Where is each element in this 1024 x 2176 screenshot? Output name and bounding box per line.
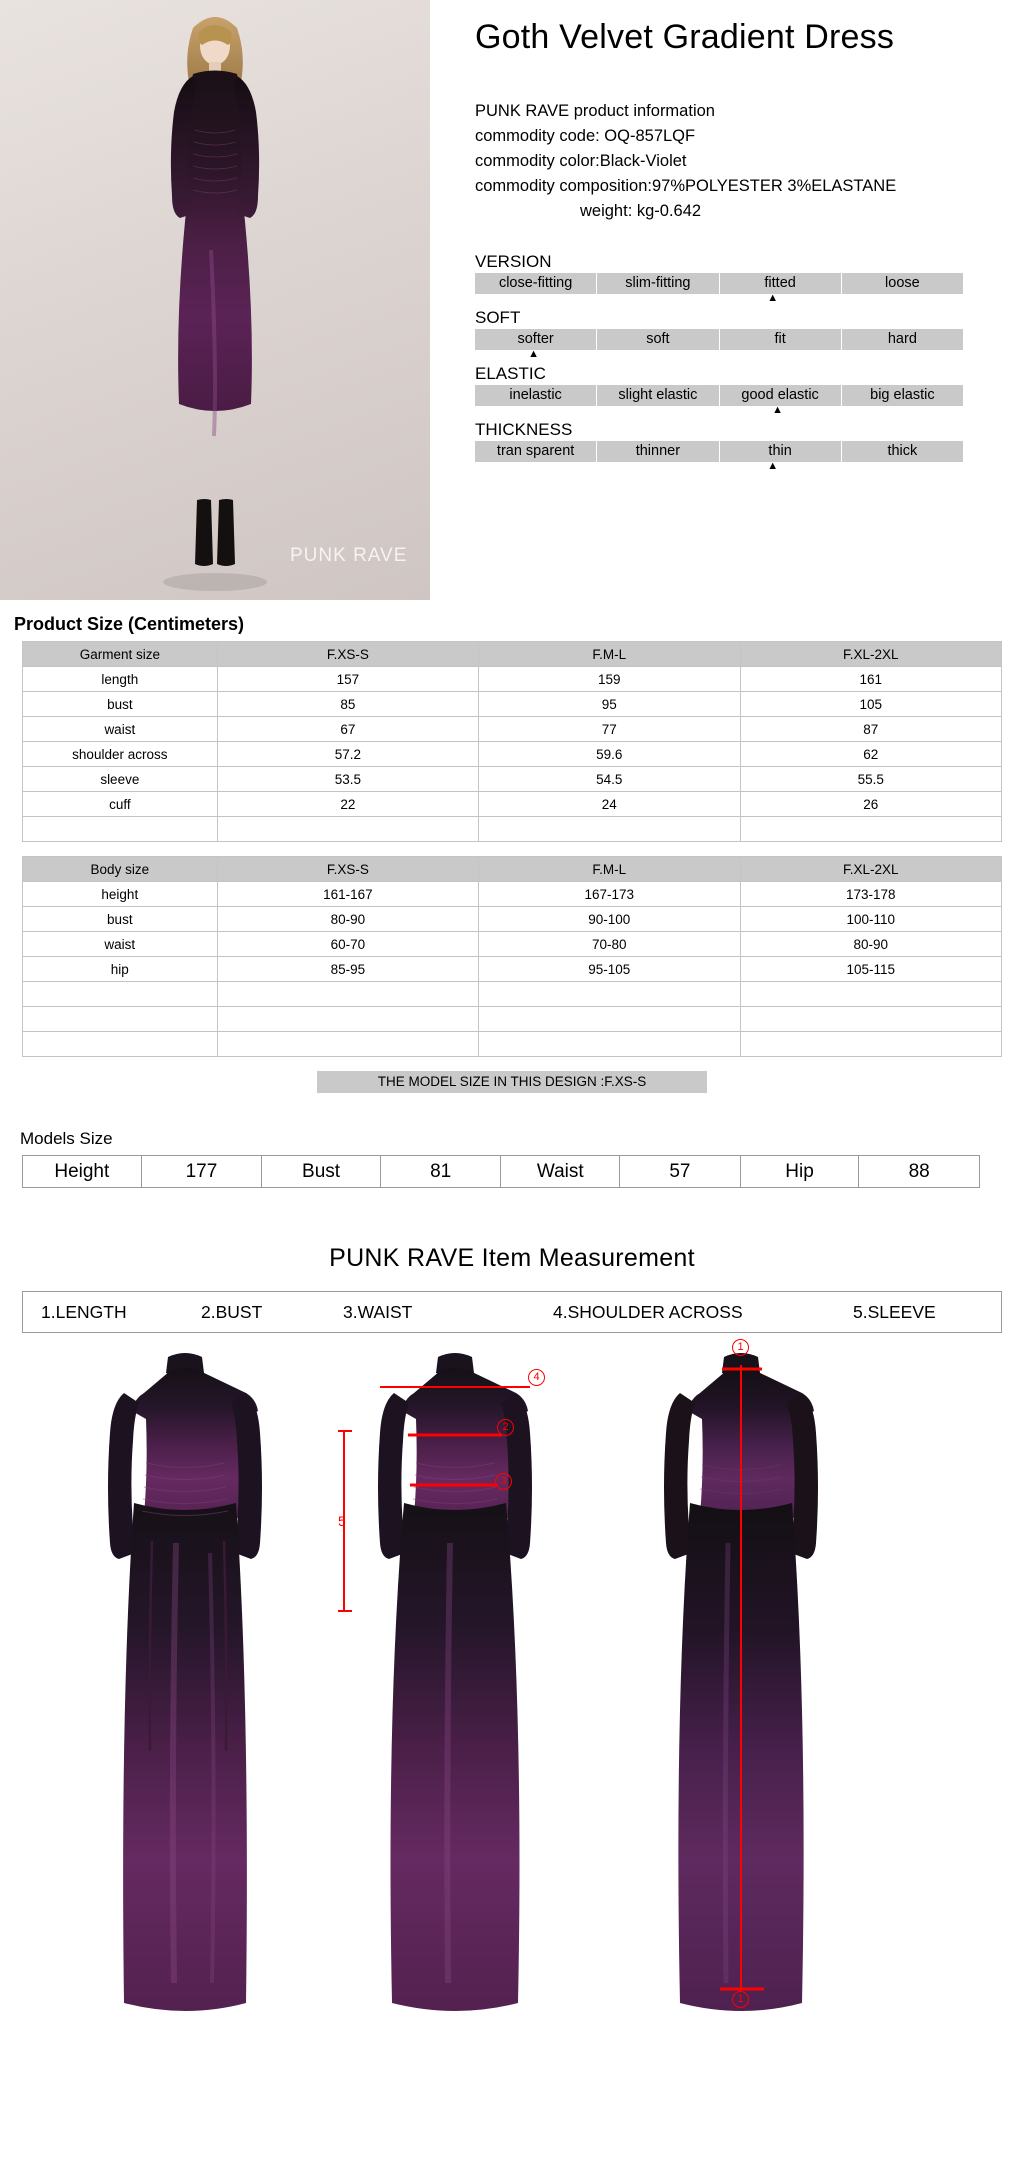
commodity-composition: commodity composition:97%POLYESTER 3%ELASTANE: [475, 177, 897, 195]
annotation-4: 4: [528, 1369, 545, 1386]
garment-r3-c1: 57.2: [217, 742, 478, 767]
attribute-scales: [475, 252, 965, 473]
body-r4-c3: [740, 982, 1001, 1007]
rating-option-version-0[interactable]: close-fitting: [475, 273, 597, 294]
table-row: [23, 882, 1002, 907]
body-r3-c3: 105-115: [740, 957, 1001, 982]
measurement-figure-back: [620, 1343, 880, 2038]
table-row: [23, 932, 1002, 957]
table-row: [23, 817, 1002, 842]
garment-r3-c3: 62: [740, 742, 1001, 767]
table-row: [23, 957, 1002, 982]
garment-header-2: F.M-L: [479, 642, 740, 667]
table-header-row: [23, 642, 1002, 667]
garment-r1-c0: bust: [23, 692, 218, 717]
body-r5-c3: [740, 1007, 1001, 1032]
garment-r6-c2: [479, 817, 740, 842]
table-row: [23, 907, 1002, 932]
garment-r1-c2: 95: [479, 692, 740, 717]
body-r5-c2: [479, 1007, 740, 1032]
rating-label-version: VERSION: [475, 252, 552, 271]
garment-header-0: Garment size: [23, 642, 218, 667]
annotation-1-top: 1: [732, 1339, 749, 1356]
legend-item-bust: 2.BUST: [201, 1302, 263, 1322]
table-row: [23, 792, 1002, 817]
measurement-figure-annotated: [330, 1343, 590, 2038]
body-header-3: F.XL-2XL: [740, 857, 1001, 882]
body-header-1: F.XS-S: [217, 857, 478, 882]
rating-option-elastic-0[interactable]: inelastic: [475, 385, 597, 406]
measurement-legend-inner: [23, 1292, 1001, 1332]
body-r1-c0: bust: [23, 907, 218, 932]
rating-option-thickness-1[interactable]: thinner: [597, 441, 719, 462]
body-r2-c1: 60-70: [217, 932, 478, 957]
commodity-weight: weight: kg-0.642: [580, 202, 702, 220]
body-r5-c0: [23, 1007, 218, 1032]
legend-item-shoulder-across: 4.SHOULDER ACROSS: [553, 1302, 743, 1322]
rating-marker-row-thickness: [475, 462, 963, 473]
rating-marker-soft: ▲: [528, 348, 539, 360]
rating-option-version-2[interactable]: fitted: [720, 273, 842, 294]
body-r0-c3: 173-178: [740, 882, 1001, 907]
body-r6-c3: [740, 1032, 1001, 1057]
body-r3-c2: 95-105: [479, 957, 740, 982]
measurement-figure-front: [60, 1343, 310, 2038]
garment-r1-c3: 105: [740, 692, 1001, 717]
dress-annotated-illustration: [330, 1343, 590, 2033]
body-size-table: [22, 856, 1002, 1057]
garment-r2-c2: 77: [479, 717, 740, 742]
rating-row-thickness: [475, 441, 963, 462]
model-photo: [0, 0, 430, 600]
table-row: [23, 1156, 980, 1188]
body-r6-c1: [217, 1032, 478, 1057]
garment-r2-c1: 67: [217, 717, 478, 742]
body-r6-c2: [479, 1032, 740, 1057]
rating-option-thickness-2[interactable]: thin: [720, 441, 842, 462]
table-row: [23, 692, 1002, 717]
body-r1-c3: 100-110: [740, 907, 1001, 932]
rating-label-soft: SOFT: [475, 308, 521, 327]
rating-option-soft-2[interactable]: fit: [720, 329, 842, 350]
product-size-heading: Product Size (Centimeters): [14, 614, 245, 634]
models-label-height: Height: [23, 1156, 142, 1188]
garment-r2-c3: 87: [740, 717, 1001, 742]
brand-line: PUNK RAVE product information: [475, 102, 715, 120]
body-header-2: F.M-L: [479, 857, 740, 882]
measurement-legend: [22, 1291, 1002, 1333]
rating-group-version: [475, 252, 965, 305]
rating-marker-thickness: ▲: [767, 460, 779, 472]
rating-marker-version: ▲: [767, 292, 779, 304]
models-value-hip: 88: [859, 1156, 980, 1188]
garment-r3-c0: shoulder across: [23, 742, 218, 767]
models-value-waist: 57: [620, 1156, 741, 1188]
rating-marker-elastic: ▲: [772, 404, 783, 416]
model-size-note: THE MODEL SIZE IN THIS DESIGN :F.XS-S: [317, 1071, 707, 1093]
body-r1-c1: 80-90: [217, 907, 478, 932]
body-r2-c3: 80-90: [740, 932, 1001, 957]
body-r5-c1: [217, 1007, 478, 1032]
models-value-bust: 81: [380, 1156, 501, 1188]
garment-r0-c3: 161: [740, 667, 1001, 692]
body-r3-c1: 85-95: [217, 957, 478, 982]
measurement-figures: [0, 1343, 1024, 2043]
garment-r0-c1: 157: [217, 667, 478, 692]
table-header-row: [23, 857, 1002, 882]
rating-option-elastic-2[interactable]: good elastic: [720, 385, 842, 406]
garment-header-3: F.XL-2XL: [740, 642, 1001, 667]
table-row: [23, 767, 1002, 792]
page-title: Goth Velvet Gradient Dress: [475, 18, 895, 56]
garment-r4-c0: sleeve: [23, 767, 218, 792]
body-r1-c2: 90-100: [479, 907, 740, 932]
rating-row-soft: [475, 329, 963, 350]
garment-r2-c0: waist: [23, 717, 218, 742]
rating-option-version-3[interactable]: loose: [842, 273, 963, 294]
garment-r4-c3: 55.5: [740, 767, 1001, 792]
garment-r5-c0: cuff: [23, 792, 218, 817]
annotation-5: 5: [338, 1513, 346, 1529]
garment-r0-c2: 159: [479, 667, 740, 692]
rating-option-version-1[interactable]: slim-fitting: [597, 273, 719, 294]
table-row: [23, 667, 1002, 692]
body-r4-c1: [217, 982, 478, 1007]
rating-label-elastic: ELASTIC: [475, 364, 546, 383]
models-size-table: [22, 1155, 980, 1188]
garment-header-1: F.XS-S: [217, 642, 478, 667]
rating-label-thickness: THICKNESS: [475, 420, 573, 439]
table-row: [23, 982, 1002, 1007]
rating-marker-row-version: [475, 294, 963, 305]
rating-group-elastic: [475, 364, 965, 417]
garment-r1-c1: 85: [217, 692, 478, 717]
annotation-1-bottom: 1: [732, 1991, 749, 2008]
models-label-bust: Bust: [262, 1156, 381, 1188]
body-r4-c0: [23, 982, 218, 1007]
legend-item-sleeve: 5.SLEEVE: [853, 1302, 936, 1322]
rating-marker-row-elastic: [475, 406, 963, 417]
body-r3-c0: hip: [23, 957, 218, 982]
rating-option-thickness-0[interactable]: tran sparent: [475, 441, 597, 462]
legend-item-waist: 3.WAIST: [343, 1302, 413, 1322]
table-spacer: [0, 842, 1024, 856]
measurement-title: PUNK RAVE Item Measurement: [329, 1244, 695, 1272]
garment-r6-c1: [217, 817, 478, 842]
garment-r5-c3: 26: [740, 792, 1001, 817]
body-r6-c0: [23, 1032, 218, 1057]
rating-row-elastic: [475, 385, 963, 406]
models-value-height: 177: [141, 1156, 262, 1188]
garment-r0-c0: length: [23, 667, 218, 692]
rating-option-soft-0[interactable]: softer: [475, 329, 597, 350]
dress-front-illustration: [60, 1343, 310, 2033]
rating-option-elastic-1[interactable]: slight elastic: [597, 385, 719, 406]
legend-item-length: 1.LENGTH: [41, 1302, 127, 1322]
annotation-2: 2: [497, 1419, 514, 1436]
body-header-0: Body size: [23, 857, 218, 882]
table-row: [23, 717, 1002, 742]
body-r2-c2: 70-80: [479, 932, 740, 957]
garment-r4-c1: 53.5: [217, 767, 478, 792]
garment-r4-c2: 54.5: [479, 767, 740, 792]
body-r2-c0: waist: [23, 932, 218, 957]
body-r4-c2: [479, 982, 740, 1007]
models-label-hip: Hip: [740, 1156, 859, 1188]
table-row: [23, 1007, 1002, 1032]
rating-option-soft-3[interactable]: hard: [842, 329, 963, 350]
watermark-text: PUNK RAVE: [290, 545, 408, 566]
commodity-code: commodity code: OQ-857LQF: [475, 127, 696, 145]
garment-r5-c2: 24: [479, 792, 740, 817]
body-r0-c1: 161-167: [217, 882, 478, 907]
models-label-waist: Waist: [501, 1156, 620, 1188]
rating-option-elastic-3[interactable]: big elastic: [842, 385, 963, 406]
rating-group-thickness: [475, 420, 965, 473]
body-r0-c2: 167-173: [479, 882, 740, 907]
product-hero-section: [0, 0, 1024, 600]
rating-marker-row-soft: [475, 350, 963, 361]
garment-r6-c3: [740, 817, 1001, 842]
model-photo-illustration: [115, 0, 315, 600]
commodity-color: commodity color:Black-Violet: [475, 152, 687, 170]
body-r0-c0: height: [23, 882, 218, 907]
garment-r5-c1: 22: [217, 792, 478, 817]
table-row: [23, 742, 1002, 767]
garment-size-table: [22, 641, 1002, 842]
rating-option-thickness-3[interactable]: thick: [842, 441, 963, 462]
rating-group-soft: [475, 308, 965, 361]
rating-option-soft-1[interactable]: soft: [597, 329, 719, 350]
annotation-3: 3: [495, 1473, 512, 1490]
table-row: [23, 1032, 1002, 1057]
models-size-label: Models Size: [20, 1129, 113, 1148]
product-info-column: [430, 0, 1024, 600]
garment-r3-c2: 59.6: [479, 742, 740, 767]
product-info-lines: [475, 99, 1004, 224]
rating-row-version: [475, 273, 963, 294]
garment-r6-c0: [23, 817, 218, 842]
dress-back-illustration: [620, 1343, 880, 2033]
